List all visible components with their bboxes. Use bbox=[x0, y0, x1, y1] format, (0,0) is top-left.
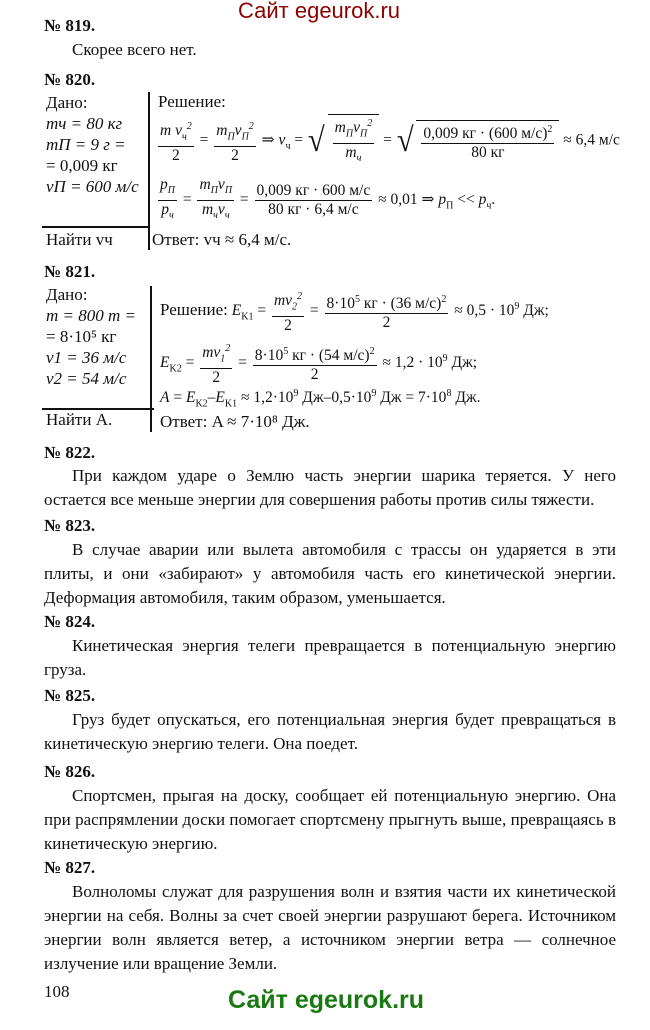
given-line: = 0,009 кг bbox=[46, 156, 118, 175]
task-821-solution-label: Решение: bbox=[160, 300, 228, 320]
watermark-top: Сайт egeurok.ru bbox=[238, 0, 401, 23]
task-820-find: Найти vч bbox=[46, 230, 113, 249]
task-827-text: Волноломы служат для разрушения волн и взятия части их кинетической энергии на себя. Волны за счет своей энергии разрушают берега. Источником энергии волн является ветер, а источником энергии ветра — солнечное излучение или вращение Земли. bbox=[44, 882, 616, 973]
task-821-number: № 821. bbox=[44, 262, 96, 281]
task-825-number: № 825. bbox=[44, 686, 96, 705]
task-822-text: При каждом ударе о Землю часть энергии шарика теряется. У него остается все меньше энергии для совершения работы против силы тяжести. bbox=[44, 466, 616, 509]
task-824-number: № 824. bbox=[44, 612, 96, 631]
given-label: Дано: bbox=[46, 93, 88, 112]
task-821-formula-3: $A = E_{K2}-E_{K1} \approx 1,2\cdot 10^9$ $Дж-0,5\cdot 10^9$ Дж = $7\cdot 10^8$ Дж. bbox=[160, 388, 481, 410]
given-line: mч = 80 кг bbox=[46, 114, 123, 133]
task-820-formula-1: $\frac{m v_ч^2}{2}$ = $\frac{m_Пv_П^2}{2}$ ⇒ $v_ч$ = √ $\frac{m_Пv_П^2}{m_ч}$ = √ $\frac{0,009 кг \cdot (600 м/с)^2}{80 кг}$ ≈ 6,4 м/с bbox=[156, 114, 620, 168]
given-divider bbox=[42, 226, 150, 228]
given-label: Дано: bbox=[46, 285, 88, 304]
task-824-text: Кинетическая энергия телеги превращается в потенциальную энергию груза. bbox=[44, 636, 616, 679]
task-820-answer: Ответ: vч ≈ 6,4 м/с. bbox=[152, 230, 292, 249]
given-line: v2 = 54 м/с bbox=[46, 369, 127, 388]
task-819-text: Скорее всего нет. bbox=[72, 40, 197, 59]
task-820-solution-label: Решение: bbox=[158, 92, 226, 111]
task-822-number: № 822. bbox=[44, 443, 96, 462]
given-line: mП = 9 г = bbox=[46, 135, 126, 154]
task-825-text: Груз будет опускаться, его потенциальная энергия будет превращаться в кинетическую энергию телеги. Она поедет. bbox=[44, 710, 616, 753]
given-vertical-rule bbox=[150, 286, 152, 432]
page-number: 108 bbox=[44, 982, 70, 1001]
task-819-number: № 819. bbox=[44, 16, 96, 35]
given-line: m = 800 т = bbox=[46, 306, 136, 325]
task-823-text: В случае аварии или вылета автомобиля с трассы он ударяется в эти плиты, и они «забирают» у автомобиля часть его кинетической энергии. Деформация автомобиля, таким образом, уменьшается. bbox=[44, 540, 616, 607]
task-823-number: № 823. bbox=[44, 516, 96, 535]
given-line: = 8·10⁵ кг bbox=[46, 327, 117, 346]
task-820-formula-2: $\frac{p_П}{p_ч}$ = $\frac{m_Пv_П}{m_чv_ч}$ = $\frac{0,009 кг \cdot 600 м/с}{80 кг \cdot 6,4 м/с}$ ≈ 0,01 ⇒ $p_П << p_ч$. bbox=[160, 176, 496, 222]
task-821-find: Найти A. bbox=[46, 410, 113, 429]
task-821-formula-1: Решение: $E_{K1}$ = $\frac{mv_2^2}{2}$ = $\frac{8\cdot 10^5 кг \cdot (36 м/с)^2}{2}$ ≈ $0,5 \cdot 10^9$ Дж; bbox=[160, 288, 549, 335]
task-827-number: № 827. bbox=[44, 858, 96, 877]
given-line: vП = 600 м/с bbox=[46, 177, 139, 196]
task-826-text: Спортсмен, прыгая на доску, сообщает ей потенциальную энергию. Она при распрямлении доски помогает спортсмену прыгнуть выше, превращаясь в кинетическую энергию. bbox=[44, 786, 616, 853]
task-826-number: № 826. bbox=[44, 762, 96, 781]
given-vertical-rule bbox=[148, 92, 150, 250]
task-821-given bbox=[46, 284, 136, 389]
task-821-answer: Ответ: A ≈ 7·10⁸ Дж. bbox=[160, 412, 310, 431]
task-820-given bbox=[46, 92, 139, 197]
task-821-formula-2: $E_{K2}$ = $\frac{mv_1^2}{2}$ = $\frac{8\cdot 10^5 кг \cdot (54 м/с)^2}{2}$ ≈ $1,2 \cdot 10^9$ Дж; bbox=[160, 340, 477, 387]
watermark-bottom: Сайт egeurok.ru bbox=[228, 986, 425, 1014]
given-line: v1 = 36 м/с bbox=[46, 348, 127, 367]
task-820-number: № 820. bbox=[44, 70, 96, 89]
